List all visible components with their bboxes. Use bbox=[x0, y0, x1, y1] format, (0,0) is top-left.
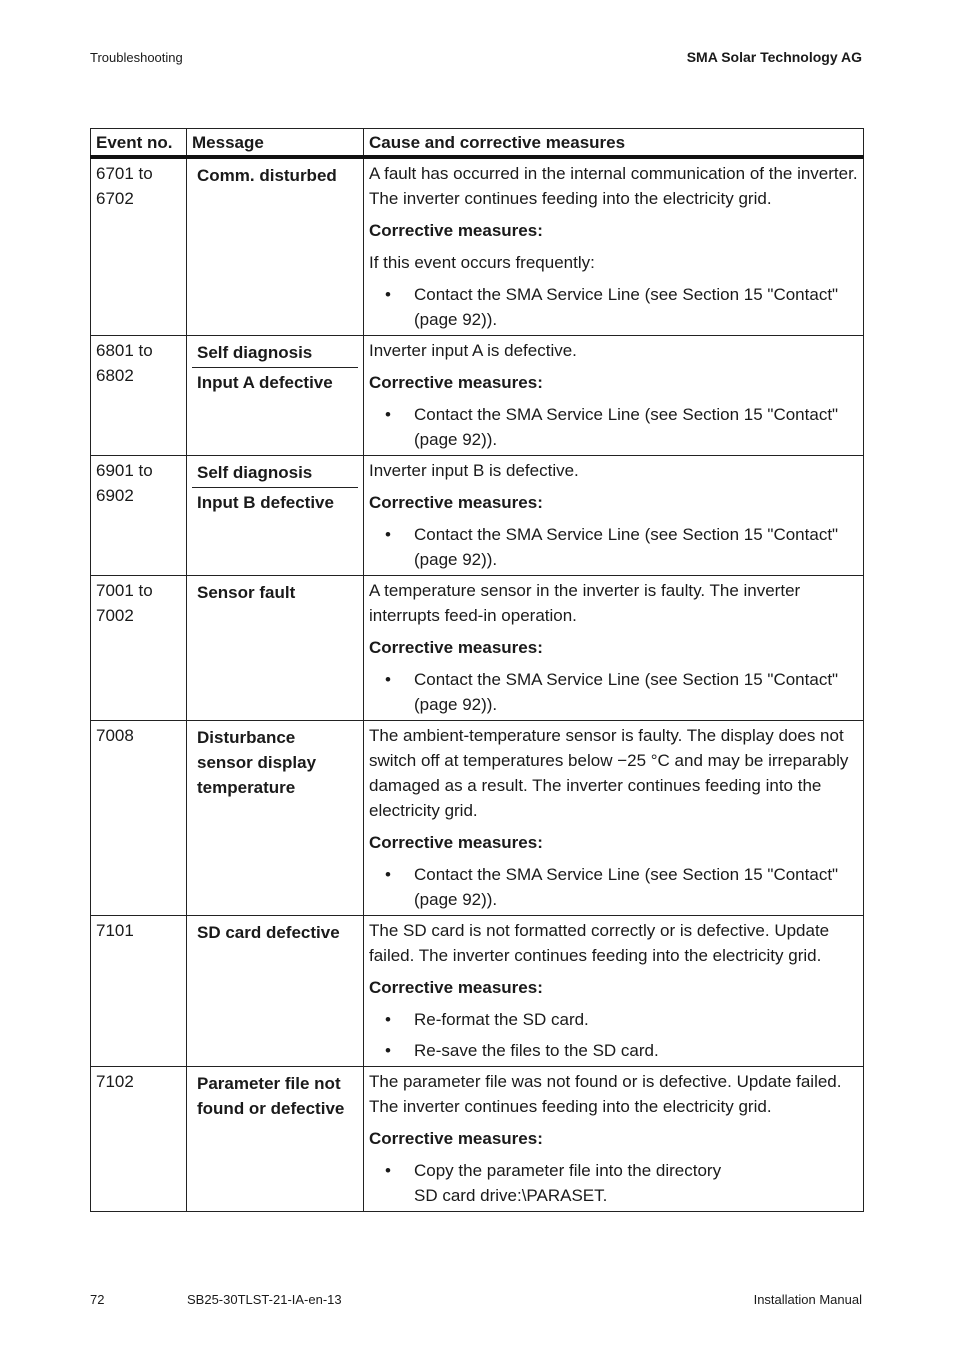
event-message: Self diagnosis bbox=[197, 463, 313, 482]
table-row bbox=[91, 916, 864, 1067]
event-message: Input B defective bbox=[192, 487, 358, 517]
corrective-list bbox=[369, 282, 858, 332]
list-item bbox=[369, 1007, 858, 1032]
corrective-note: If this event occurs frequently: bbox=[369, 253, 595, 272]
column-header-event: Event no. bbox=[91, 129, 187, 158]
event-message: Sensor fault bbox=[197, 583, 296, 602]
list-item-text: Contact the SMA Service Line (see Section 15 "Contact" (page 92)). bbox=[414, 285, 839, 329]
event-message: Parameter file not found or defective bbox=[197, 1074, 345, 1118]
corrective-list bbox=[369, 862, 858, 912]
cause-cell bbox=[364, 1067, 864, 1212]
cause-cell bbox=[364, 916, 864, 1067]
document-title: Installation Manual bbox=[753, 1292, 862, 1307]
list-item-text: Copy the parameter file into the directory SD card drive:\PARASET. bbox=[414, 1161, 722, 1205]
corrective-measures-heading: Corrective measures: bbox=[369, 833, 543, 852]
bullet-icon: • bbox=[385, 1041, 391, 1060]
bullet-icon: • bbox=[385, 285, 391, 304]
cause-text: A fault has occurred in the internal communication of the inverter. The inverter continues feeding into the electricity grid. bbox=[369, 164, 858, 208]
event-message-cell bbox=[187, 336, 364, 456]
list-item bbox=[369, 667, 858, 717]
cause-cell bbox=[364, 721, 864, 916]
list-item-text: Re-format the SD card. bbox=[414, 1010, 589, 1029]
page-number: 72 bbox=[90, 1292, 105, 1307]
bullet-icon: • bbox=[385, 1161, 391, 1180]
event-number: 6701 to 6702 bbox=[91, 157, 187, 336]
column-header-cause: Cause and corrective measures bbox=[364, 129, 864, 158]
corrective-list bbox=[369, 1007, 858, 1063]
list-item-text: Contact the SMA Service Line (see Section 15 "Contact" (page 92)). bbox=[414, 865, 839, 909]
table-row bbox=[91, 336, 864, 456]
bullet-icon: • bbox=[385, 865, 391, 884]
bullet-icon: • bbox=[385, 1010, 391, 1029]
event-table bbox=[90, 128, 864, 1212]
bullet-icon: • bbox=[385, 525, 391, 544]
table-header-row bbox=[91, 129, 864, 158]
cause-text: The ambient-temperature sensor is faulty. The display does not switch off at temperatures below −25 °C and may be irreparably damaged as a result. The inverter continues feeding into the electricity grid. bbox=[369, 726, 849, 820]
running-header-section: Troubleshooting bbox=[90, 50, 183, 65]
list-item bbox=[369, 402, 858, 452]
corrective-measures-heading: Corrective measures: bbox=[369, 493, 543, 512]
corrective-measures-heading: Corrective measures: bbox=[369, 1129, 543, 1148]
event-message-cell bbox=[187, 576, 364, 721]
list-item bbox=[369, 522, 858, 572]
cause-text: Inverter input A is defective. bbox=[369, 341, 577, 360]
table-row bbox=[91, 721, 864, 916]
event-message: Disturbance sensor display temperature bbox=[197, 728, 317, 797]
cause-cell bbox=[364, 157, 864, 336]
event-message-cell bbox=[187, 456, 364, 576]
event-number: 6801 to 6802 bbox=[91, 336, 187, 456]
corrective-measures-heading: Corrective measures: bbox=[369, 978, 543, 997]
table-row bbox=[91, 157, 864, 336]
corrective-measures-heading: Corrective measures: bbox=[369, 373, 543, 392]
table-row bbox=[91, 576, 864, 721]
event-message-cell bbox=[187, 1067, 364, 1212]
cause-text: Inverter input B is defective. bbox=[369, 461, 579, 480]
cause-cell bbox=[364, 456, 864, 576]
list-item-text: Contact the SMA Service Line (see Section 15 "Contact" (page 92)). bbox=[414, 670, 839, 714]
event-message-cell bbox=[187, 721, 364, 916]
document-code: SB25-30TLST-21-IA-en-13 bbox=[187, 1292, 342, 1307]
cause-cell bbox=[364, 336, 864, 456]
table-row bbox=[91, 1067, 864, 1212]
event-message: Comm. disturbed bbox=[197, 166, 337, 185]
list-item bbox=[369, 1158, 858, 1208]
corrective-measures-heading: Corrective measures: bbox=[369, 221, 543, 240]
table-row bbox=[91, 456, 864, 576]
cause-cell bbox=[364, 576, 864, 721]
corrective-list bbox=[369, 1158, 858, 1208]
corrective-list bbox=[369, 667, 858, 717]
list-item-text: Contact the SMA Service Line (see Section 15 "Contact" (page 92)). bbox=[414, 525, 839, 569]
event-number: 6901 to 6902 bbox=[91, 456, 187, 576]
event-number: 7001 to 7002 bbox=[91, 576, 187, 721]
corrective-list bbox=[369, 522, 858, 572]
event-message-cell bbox=[187, 916, 364, 1067]
cause-text: The SD card is not formatted correctly or is defective. Update failed. The inverter continues feeding into the electricity grid. bbox=[369, 921, 830, 965]
event-number: 7102 bbox=[91, 1067, 187, 1212]
corrective-measures-heading: Corrective measures: bbox=[369, 638, 543, 657]
running-header-company: SMA Solar Technology AG bbox=[686, 49, 862, 65]
event-message: Input A defective bbox=[192, 367, 358, 397]
cause-text: A temperature sensor in the inverter is faulty. The inverter interrupts feed-in operation. bbox=[369, 581, 801, 625]
list-item bbox=[369, 862, 858, 912]
list-item bbox=[369, 1038, 858, 1063]
event-message-cell bbox=[187, 157, 364, 336]
event-number: 7101 bbox=[91, 916, 187, 1067]
column-header-message: Message bbox=[187, 129, 364, 158]
list-item bbox=[369, 282, 858, 332]
event-message: Self diagnosis bbox=[197, 343, 313, 362]
list-item-text: Re-save the files to the SD card. bbox=[414, 1041, 659, 1060]
cause-text: The parameter file was not found or is defective. Update failed. The inverter continues feeding into the electricity grid. bbox=[369, 1072, 842, 1116]
list-item-text: Contact the SMA Service Line (see Section 15 "Contact" (page 92)). bbox=[414, 405, 839, 449]
bullet-icon: • bbox=[385, 405, 391, 424]
bullet-icon: • bbox=[385, 670, 391, 689]
corrective-list bbox=[369, 402, 858, 452]
event-message: SD card defective bbox=[197, 923, 340, 942]
event-number: 7008 bbox=[91, 721, 187, 916]
